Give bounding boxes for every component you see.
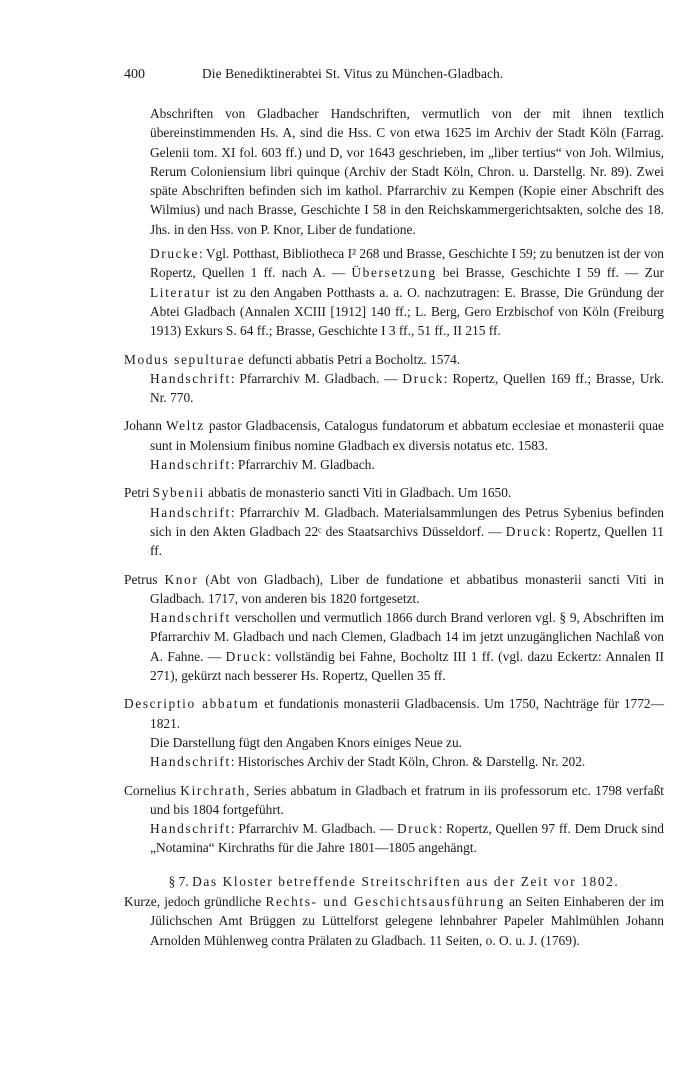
entry-knor	[124, 570, 664, 609]
entry-title-spaced: Descriptio abbatum	[124, 696, 260, 712]
entry-kirchrath-sources	[124, 819, 664, 858]
author-name-spaced: Kirchrath	[180, 782, 247, 798]
entry-title-rest: defuncti abbatis Petri a Bocholtz. 1574.	[245, 351, 461, 367]
manuscript-text: : Pfarrarchiv M. Gladbach. —	[230, 821, 397, 837]
print-text: : Ropertz, Quellen 169 ff.; Brasse, Urk. Nr. 770.	[150, 370, 664, 406]
label-literatur: Literatur	[150, 284, 212, 300]
label-druck: Druck	[505, 523, 548, 539]
entry-kurze	[124, 892, 664, 950]
label-druck: Druck	[225, 648, 268, 664]
entry-text: pastor Gladbacensis, Catalogus fundatorum et abbatum ecclesiae et monasterii quae sunt in Molensium finibus nomine Gladbach ex diversis notatus etc. 1583.	[150, 418, 664, 453]
label-handschrift: Handschrift	[150, 370, 231, 386]
entry-sybenius-sources	[124, 503, 664, 561]
page-number: 400	[124, 67, 145, 82]
translation-text: bei Brasse, Geschichte I 59 ff. — Zur	[436, 265, 664, 281]
manuscript-text: : Historisches Archiv der Stadt Köln, Chron. & Darstellg. Nr. 202.	[230, 754, 586, 770]
entry-text: , Series abbatum in Gladbach et fratrum in iis professorum etc. 1798 verfaßt und bis 1804 fortgeführt.	[150, 782, 664, 817]
section-number: § 7.	[168, 873, 193, 889]
paragraph-prints	[124, 244, 664, 340]
author-name-spaced: Weltz	[165, 418, 205, 434]
section-title: Das Kloster betreffende Streitschriften aus der Zeit vor 1802.	[192, 873, 620, 889]
entry-weltz	[124, 416, 664, 455]
entry-modus-sepulturae	[124, 350, 664, 369]
entry-weltz-sources	[124, 455, 664, 474]
manuscript-text: : Pfarrarchiv M. Gladbach.	[230, 457, 375, 473]
entry-title-spaced: Rechts- und Geschichtsausführung	[265, 893, 505, 909]
entry-first: Kurze, jedoch gründliche	[124, 893, 266, 909]
running-header	[124, 66, 664, 83]
entry-text: (Abt von Gladbach), Liber de fundatione et abbatibus monasterii sancti Viti in Gladbach. 1717, von anderen bis 1820 fortgesetzt.	[150, 571, 664, 606]
label-handschrift: Handschrift	[150, 504, 231, 520]
entry-sybenius	[124, 483, 664, 502]
label-handschrift: Handschrift	[150, 821, 231, 837]
entry-modus-sources	[124, 369, 664, 408]
entry-text: an Seiten Einhaberen der im Jülichschen Amt Brüggen zu Lüttelforst gelegene lehnbahrer Papeler Mahlmühlen Johann Arnolden Mühlenweg contra Prälaten zu Gladbach. 11 Seiten, o. O. u. J. (1769).	[150, 893, 664, 948]
entry-title-rest: et fundationis monasterii Gladbacensis. Um 1750, Nachträge für 1772—1821.	[150, 696, 664, 731]
author-first: Cornelius	[124, 782, 181, 798]
label-handschrift: Handschrift	[150, 610, 231, 626]
prints-text: : Vgl. Potthast, Bibliotheca I² 268 und Brasse, Geschichte I 59; zu benutzen ist der von Ropertz, Quellen 1 ff. nach A. —	[150, 246, 664, 281]
author-name-spaced: Knor	[164, 571, 199, 587]
entry-knor-sources	[124, 608, 664, 685]
entry-descriptio-sources	[124, 752, 664, 771]
entry-descriptio	[124, 694, 664, 733]
entry-title-spaced: Modus sepulturae	[124, 351, 246, 367]
manuscript-text: : Pfarrarchiv M. Gladbach. Materialsammlungen des Petrus Sybenius befinden sich in den Akten Gladbach 22ᶜ des Staatsarchivs Düsseldorf. —	[150, 504, 664, 539]
author-first: Johann	[124, 418, 166, 434]
print-text: : Ropertz, Quellen 97 ff. Dem Druck sind „Notamina“ Kirchraths für die Jahre 1801—1805 angehängt.	[150, 821, 664, 856]
label-handschrift: Handschrift	[150, 754, 231, 770]
manuscript-text: verschollen und vermutlich 1866 durch Brand verloren vgl. § 9, Abschriften im Pfarrarchiv M. Gladbach und nach Clemen, Gladbach 14 im jetzt unzugänglichen Nachlaß von A. Fahne. —	[150, 610, 664, 664]
author-name-spaced: Sybenii	[152, 485, 205, 501]
entry-kirchrath	[124, 781, 664, 820]
print-text: : Ropertz, Quellen 11 ff.	[150, 523, 664, 559]
page-body	[124, 104, 664, 950]
author-first: Petrus	[124, 571, 165, 587]
label-handschrift: Handschrift	[150, 457, 231, 473]
label-uebersetzung: Übersetzung	[351, 265, 437, 281]
section-heading	[124, 872, 664, 891]
label-drucke: Drucke	[150, 246, 200, 262]
print-text: : vollständig bei Fahne, Bocholtz III 1 ff. (vgl. dazu Eckertz: Annalen II 271), gekürzt nach besserer Hs. Ropertz, Quellen 35 ff.	[150, 648, 664, 684]
label-druck: Druck	[402, 370, 444, 386]
label-druck: Druck	[396, 821, 439, 837]
entry-text: abbatis de monasterio sancti Viti in Gladbach. Um 1650.	[204, 485, 512, 501]
running-title: Die Benediktinerabtei St. Vitus zu München-Gladbach.	[202, 66, 504, 81]
entry-descriptio-note: Die Darstellung fügt den Angaben Knors einiges Neue zu.	[150, 734, 462, 750]
paragraph-copies: Abschriften von Gladbacher Handschriften, vermutlich von der mit ihnen textlich übereinstimmenden Hs. A, sind die Hss. C von etwa 1625 im Archiv der Stadt Köln (Farrag. Gelenii tom. XI fol. 603 ff.) und D, vor 1643 geschrieben, im „liber tertius“ von Joh. Wilmius, Rerum Coloniensium libri quinque (Archiv der Stadt Köln, Chron. u. Darstellg. Nr. 89). Zwei späte Abschriften befinden sich im kathol. Pfarrarchiv zu Kempen (Kopie einer Abschrift des Wilmius) und nach Brasse, Geschichte I 58 in den Reichskammergerichtsakten, solche des 18. Jhs. in den Hss. von P. Knor, Liber de fundatione.	[150, 106, 664, 237]
manuscript-text: : Pfarrarchiv M. Gladbach. —	[230, 370, 403, 386]
author-first: Petri	[124, 485, 153, 501]
literature-text: ist zu den Angaben Potthasts a. a. O. nachzutragen: E. Brasse, Die Gründung der Abtei Gladbach (Annalen XCIII [1912] 140 ff.; L. Berg, Gero Erzbischof von Köln (Freiburg 1913) Exkurs S. 64 ff.; Brasse, Geschichte I 3 ff., 51 ff., II 215 ff.	[150, 284, 664, 339]
